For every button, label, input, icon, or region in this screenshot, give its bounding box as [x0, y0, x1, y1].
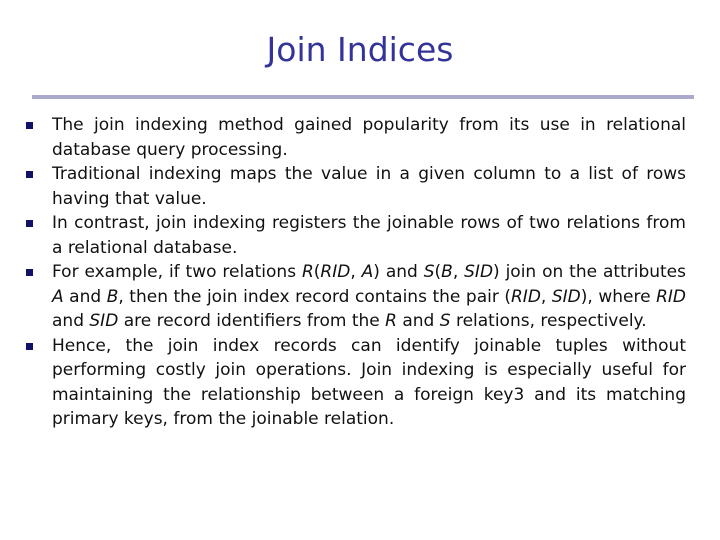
title-divider	[32, 95, 694, 99]
text-run: In contrast, join indexing registers the joinable rows of two relations from a relational database.	[52, 213, 686, 258]
italic-term: A	[361, 262, 374, 282]
bullet-text	[52, 213, 686, 258]
italic-term: RID	[511, 286, 541, 307]
square-bullet-icon	[26, 343, 33, 350]
square-bullet-icon	[26, 171, 33, 178]
square-bullet-icon	[26, 220, 33, 227]
bullet-item	[26, 113, 686, 162]
italic-term: SID	[551, 286, 581, 307]
text-run: (	[434, 262, 442, 282]
slide-title: Join Indices	[266, 30, 454, 69]
text-run: ) join on the attributes	[493, 262, 686, 282]
italic-term: RID	[320, 262, 351, 282]
bullet-text	[52, 336, 686, 430]
text-run: ,	[350, 262, 362, 282]
bullet-text	[52, 262, 686, 331]
square-bullet-icon	[26, 269, 33, 276]
bullet-item	[26, 334, 686, 432]
italic-term: SID	[89, 311, 119, 331]
text-run: ,	[540, 286, 552, 307]
text-run: and	[63, 286, 107, 307]
text-run: and	[52, 311, 90, 331]
text-run: The join indexing method gained popularity from its use in relational database query processing.	[52, 115, 686, 160]
bullet-item	[26, 260, 686, 334]
italic-term: B	[441, 262, 453, 282]
text-run: relations, respectively.	[450, 311, 647, 331]
italic-term: RID	[656, 286, 686, 307]
text-run: Hence, the join index records can identify joinable tuples without performing costly join operations. Join indexing is especially useful for maintaining the relationship between a foreign key3 and its matching primary keys, from the joinable relation.	[52, 335, 686, 429]
italic-term: B	[106, 286, 119, 307]
bullet-item	[26, 211, 686, 260]
text-run: ,	[452, 262, 465, 282]
bullet-list	[26, 113, 686, 432]
bullet-item	[26, 162, 686, 211]
text-run: For example, if two relations	[52, 262, 302, 282]
bullet-text	[52, 164, 686, 209]
italic-term: A	[52, 286, 64, 307]
italic-term: R	[385, 311, 397, 331]
bullet-text	[52, 115, 686, 160]
text-run: ) and	[373, 262, 424, 282]
square-bullet-icon	[26, 122, 33, 129]
text-run: , then the join index record contains the pair (	[118, 286, 511, 307]
italic-term: SID	[464, 262, 494, 282]
text-run: and	[396, 311, 440, 331]
text-run: ), where	[580, 286, 657, 307]
italic-term: S	[423, 262, 435, 282]
italic-term: R	[301, 262, 314, 282]
italic-term: S	[439, 311, 451, 331]
text-run: are record identifiers from the	[118, 311, 386, 331]
text-run: (	[313, 262, 321, 282]
text-run: Traditional indexing maps the value in a given column to a list of rows having that value.	[52, 164, 686, 209]
